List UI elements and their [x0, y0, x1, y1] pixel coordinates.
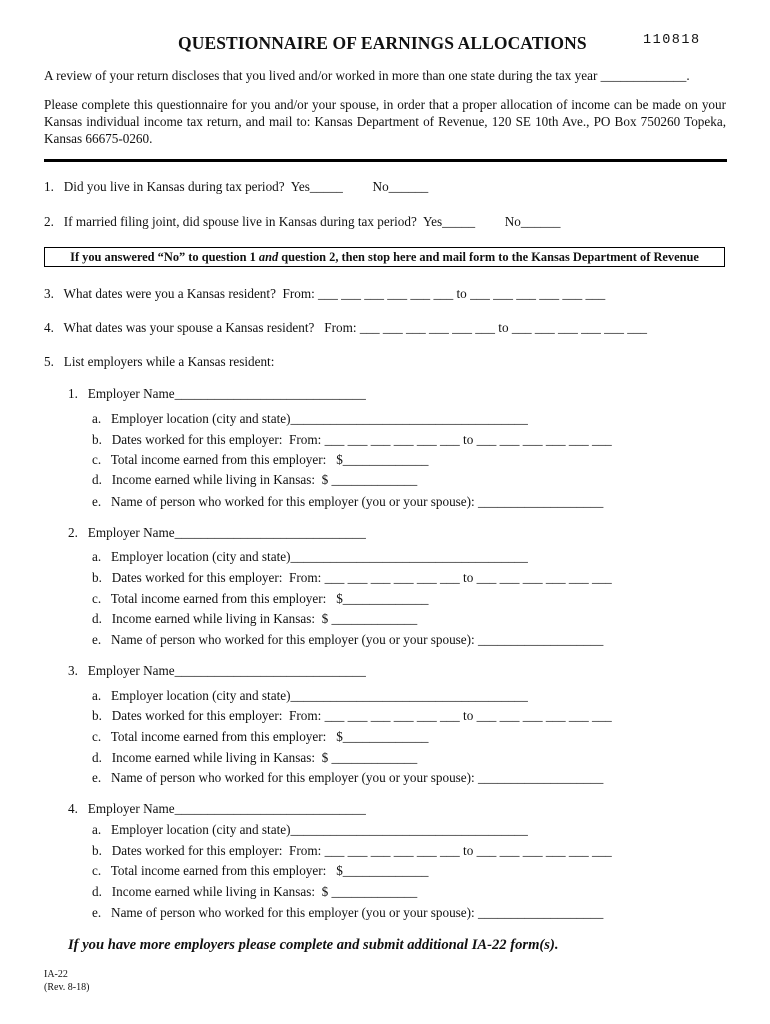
- question-4: 4. What dates was your spouse a Kansas resident? From: ___ ___ ___ ___ ___ ___ to ___ ___ ___ ___ ___ ___: [44, 320, 648, 335]
- employer-2-dates: b. Dates worked for this employer: From: ___ ___ ___ ___ ___ ___ to ___ ___ ___ ___ ___ ___: [92, 570, 612, 585]
- employer-2-kansas-income: d. Income earned while living in Kansas: $ _____________: [92, 611, 418, 626]
- employer-1-kansas-income: d. Income earned while living in Kansas: $ _____________: [92, 472, 418, 487]
- employer-3-name: 3. Employer Name_____________________________: [68, 663, 366, 678]
- form-title: QUESTIONNAIRE OF EARNINGS ALLOCATIONS: [178, 33, 587, 53]
- employer-1-person: e. Name of person who worked for this employer (you or your spouse): ___________________: [92, 494, 604, 509]
- stop-notice: [44, 247, 725, 267]
- question-5: 5. List employers while a Kansas resident:: [44, 354, 275, 369]
- employer-1-location: a. Employer location (city and state)____________________________________: [92, 411, 528, 426]
- additional-forms-note: If you have more employers please complete and submit additional IA-22 form(s).: [68, 937, 559, 953]
- employer-1-name: 1. Employer Name_____________________________: [68, 386, 366, 401]
- divider-rule: [44, 159, 727, 162]
- employer-4-name: 4. Employer Name_____________________________: [68, 801, 366, 816]
- employer-3-kansas-income: d. Income earned while living in Kansas: $ _____________: [92, 750, 418, 765]
- employer-2-person: e. Name of person who worked for this employer (you or your spouse): ___________________: [92, 632, 604, 647]
- form-id: IA-22: [44, 969, 68, 980]
- employer-4-dates: b. Dates worked for this employer: From: ___ ___ ___ ___ ___ ___ to ___ ___ ___ ___ ___ ___: [92, 843, 612, 858]
- employer-2-total-income: c. Total income earned from this employer: $_____________: [92, 591, 429, 606]
- employer-2-name: 2. Employer Name_____________________________: [68, 525, 366, 540]
- question-2: 2. If married filing joint, did spouse live in Kansas during tax period? Yes_____ No______: [44, 214, 561, 229]
- notice-text-pre: If you answered “No” to question 1: [70, 250, 259, 264]
- instructions-paragraph: Please complete this questionnaire for you and/or your spouse, in order that a proper allocation of income can be made on your Kansas individual income tax return, and mail to: Kansas Department of Revenue, 120 SE 10th Ave., PO Box 750260 Topeka, Kansas 66675-0260.: [44, 97, 726, 146]
- employer-4-kansas-income: d. Income earned while living in Kansas: $ _____________: [92, 884, 418, 899]
- notice-text-and: and: [258, 250, 279, 264]
- question-3: 3. What dates were you a Kansas resident? From: ___ ___ ___ ___ ___ ___ to ___ ___ ___ ___ ___ ___: [44, 286, 606, 301]
- employer-4-person: e. Name of person who worked for this employer (you or your spouse): ___________________: [92, 905, 604, 920]
- review-statement: A review of your return discloses that you lived and/or worked in more than one state during the tax year _____________.: [44, 68, 690, 83]
- employer-3-location: a. Employer location (city and state)____________________________________: [92, 688, 528, 703]
- employer-4-location: a. Employer location (city and state)____________________________________: [92, 822, 528, 837]
- question-1: 1. Did you live in Kansas during tax period? Yes_____ No______: [44, 179, 429, 194]
- employer-1-total-income: c. Total income earned from this employer: $_____________: [92, 452, 429, 467]
- employer-3-person: e. Name of person who worked for this employer (you or your spouse): ___________________: [92, 770, 604, 785]
- form-revision: (Rev. 8-18): [44, 982, 90, 993]
- notice-text-post: question 2, then stop here and mail form to the Kansas Department of Revenue: [278, 250, 699, 264]
- employer-3-total-income: c. Total income earned from this employer: $_____________: [92, 729, 429, 744]
- employer-3-dates: b. Dates worked for this employer: From: ___ ___ ___ ___ ___ ___ to ___ ___ ___ ___ ___ ___: [92, 708, 612, 723]
- employer-4-total-income: c. Total income earned from this employer: $_____________: [92, 863, 429, 878]
- employer-2-location: a. Employer location (city and state)____________________________________: [92, 549, 528, 564]
- form-code: 110818: [643, 33, 701, 48]
- employer-1-dates: b. Dates worked for this employer: From: ___ ___ ___ ___ ___ ___ to ___ ___ ___ ___ ___ ___: [92, 432, 612, 447]
